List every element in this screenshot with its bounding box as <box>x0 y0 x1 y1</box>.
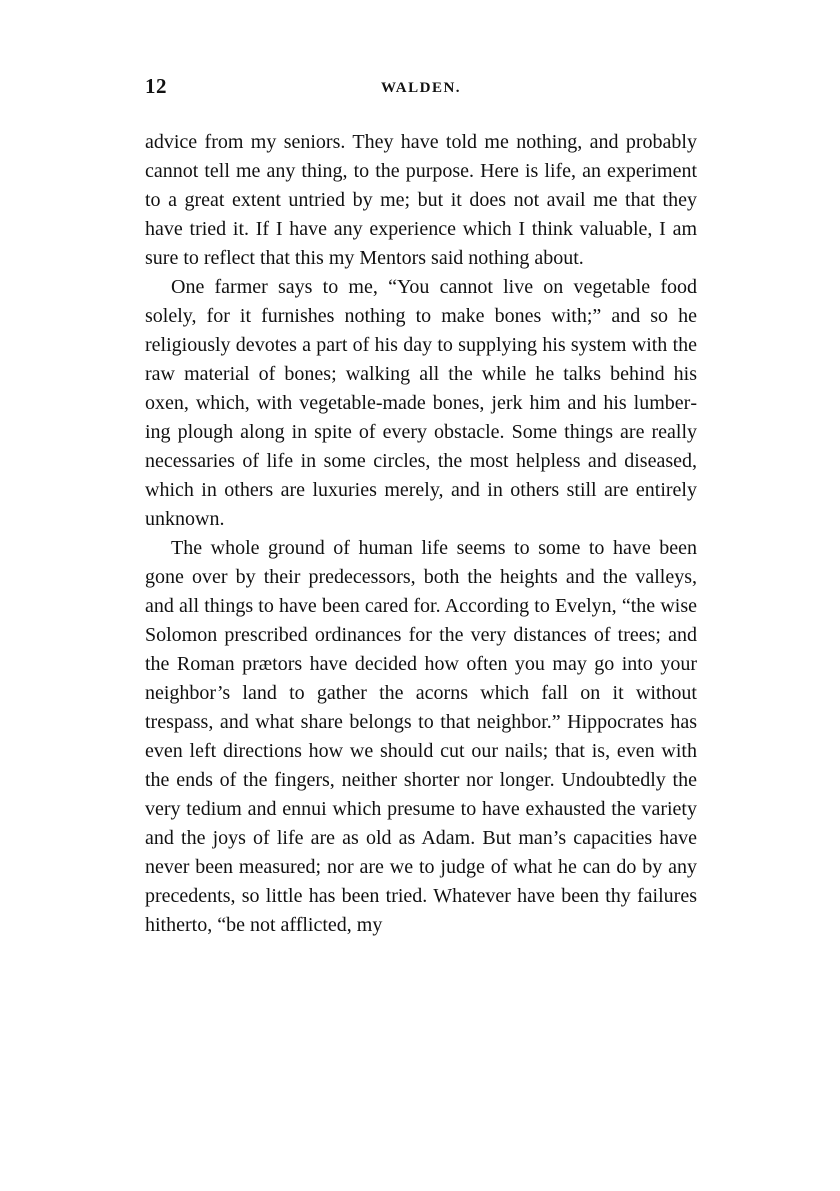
page-header <box>145 74 697 104</box>
paragraph-1: advice from my seniors. They have told me nothing, and probably cannot tell me any thing, to the purpose. Here is life, an experiment to a great extent untried by me; but it does not avail me that they have tried it. If I have any experience which I think valuable, I am sure to reflect that this my Mentors said nothing about. <box>145 131 697 269</box>
paragraph-3: The whole ground of human life seems to some to have been gone over by their predecessors, both the heights and the valleys, and all things to have been cared for. According to Evelyn, “the wise Solomon prescribed ordinances for the very distances of trees; and the Roman prætors have decided how often you may go into your neighbor’s land to gather the acorns which fall on it without trespass, and what share belongs to that neighbor.” Hippocrates has even left directions how we should cut our nails; that is, even with the ends of the fingers, neither shorter nor longer. Undoubtedly the very tedium and ennui which presume to have exhausted the variety and the joys of life are as old as Adam. But man’s capacities have never been measured; nor are we to judge of what he can do by any precedents, so little has been tried. Whatever have been thy failures hitherto, “be not afflicted, my <box>145 537 697 936</box>
paragraph-2: One farmer says to me, “You cannot live on vegetable food solely, for it furnishes nothing to make bones with;” and so he religiously devotes a part of his day to supplying his system with the raw material of bones; walking all the while he talks behind his oxen, which, with vegetable-made bones, jerk him and his lumbering plough along in spite of every obstacle. Some things are really necessaries of life in some circles, the most helpless and diseased, which in others are luxuries merely, and in others still are entirely unknown. <box>145 276 697 530</box>
running-head: WALDEN. <box>380 80 462 96</box>
text-body <box>145 128 697 940</box>
page-number: 12 <box>145 74 167 98</box>
